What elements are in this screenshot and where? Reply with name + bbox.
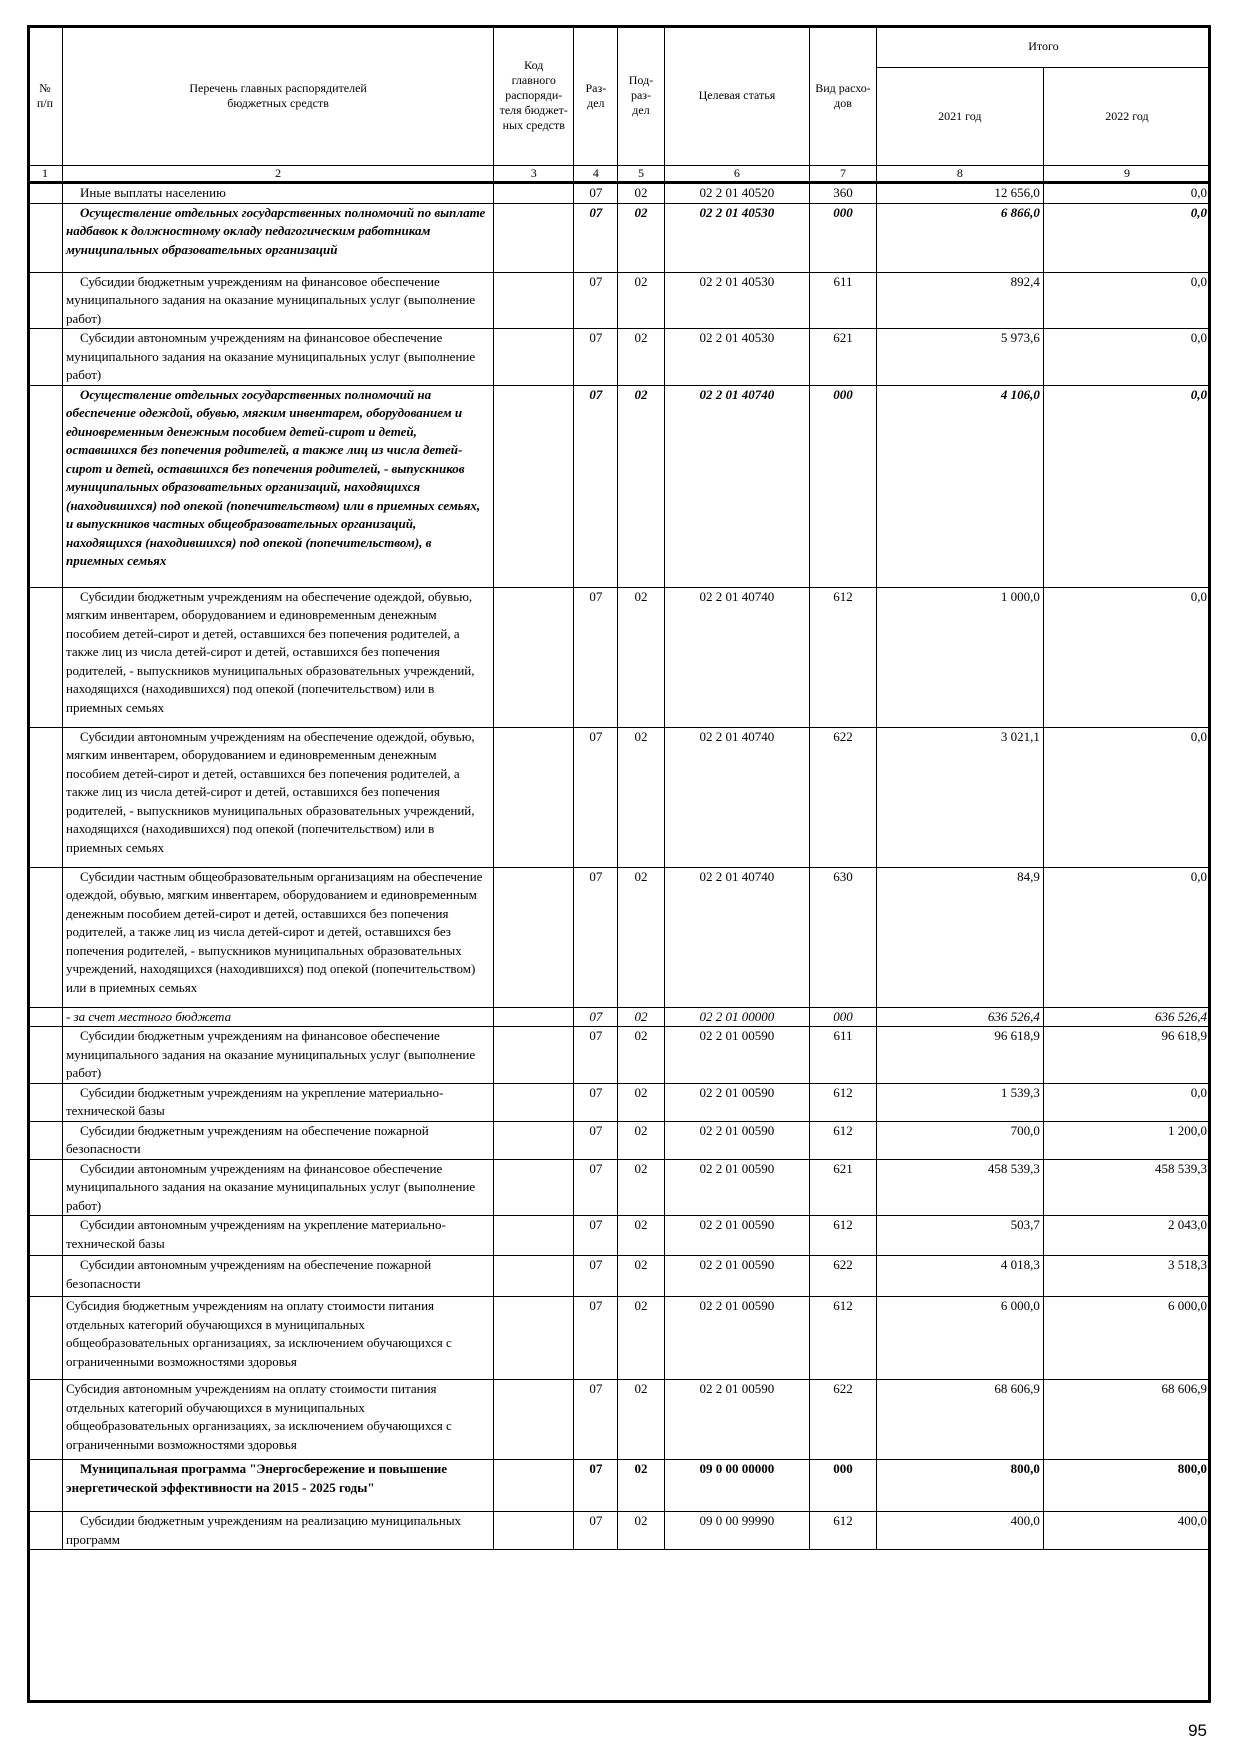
table-row	[28, 183, 1211, 204]
vid-cell: 360	[810, 183, 877, 204]
razdel-cell: 07	[574, 1027, 618, 1084]
vid-cell: 612	[810, 1297, 877, 1380]
header-code: Код главного распоряди- теля бюджет- ных средств	[494, 26, 574, 166]
value-2021-cell: 6 000,0	[876, 1297, 1043, 1380]
razdel-cell: 07	[574, 1083, 618, 1121]
podrazdel-cell: 02	[618, 1083, 664, 1121]
table-row	[28, 1460, 1211, 1512]
num-cell	[28, 1297, 63, 1380]
podrazdel-cell: 02	[618, 1159, 664, 1216]
vid-cell: 621	[810, 329, 877, 386]
code-cell	[494, 587, 574, 727]
column-number: 1	[28, 166, 63, 183]
razdel-cell: 07	[574, 272, 618, 329]
name-cell: Субсидии автономным учреждениям на обеспечение одеждой, обувью, мягким инвентарем, оборудованием и единовременным денежным пособием детей-сирот и детей, оставшихся без попечения родителей, а также лиц из числа детей-сирот и детей, оставшихся без попечения родителей, - выпускников муниципальных образовательных учреждений, находящихся (находившихся) под опекой (попечительством) или в приемных семьях	[62, 727, 493, 867]
code-cell	[494, 203, 574, 272]
header-podrazdel: Под- раз- дел	[618, 26, 664, 166]
value-2021-cell: 4 106,0	[876, 385, 1043, 587]
value-2022-cell: 0,0	[1043, 587, 1210, 727]
vid-cell: 621	[810, 1159, 877, 1216]
podrazdel-cell: 02	[618, 1121, 664, 1159]
code-cell	[494, 272, 574, 329]
vid-cell: 622	[810, 1380, 877, 1460]
table-row	[28, 329, 1211, 386]
budget-table	[27, 25, 1211, 1550]
podrazdel-cell: 02	[618, 1256, 664, 1297]
value-2021-cell: 12 656,0	[876, 183, 1043, 204]
podrazdel-cell: 02	[618, 1216, 664, 1256]
target-cell: 02 2 01 40530	[664, 203, 810, 272]
name-cell: Осуществление отдельных государственных полномочий по выплате надбавок к должностному окладу педагогическим работникам муниципальных образовательных организаций	[62, 203, 493, 272]
table-row	[28, 1512, 1211, 1550]
vid-cell: 612	[810, 587, 877, 727]
target-cell: 02 2 01 00000	[664, 1007, 810, 1027]
value-2021-cell: 84,9	[876, 867, 1043, 1007]
name-cell: Субсидии бюджетным учреждениям на укрепление материально-технической базы	[62, 1083, 493, 1121]
code-cell	[494, 385, 574, 587]
table-row	[28, 1380, 1211, 1460]
razdel-cell: 07	[574, 1380, 618, 1460]
name-cell: Субсидии автономным учреждениям на финансовое обеспечение муниципального задания на оказание муниципальных услуг (выполнение работ)	[62, 1159, 493, 1216]
name-cell: Субсидии автономным учреждениям на финансовое обеспечение муниципального задания на оказание муниципальных услуг (выполнение работ)	[62, 329, 493, 386]
code-cell	[494, 1256, 574, 1297]
code-cell	[494, 183, 574, 204]
value-2021-cell: 892,4	[876, 272, 1043, 329]
value-2021-cell: 700,0	[876, 1121, 1043, 1159]
num-cell	[28, 1512, 63, 1550]
header-num: № п/п	[28, 26, 63, 166]
num-cell	[28, 1216, 63, 1256]
razdel-cell: 07	[574, 183, 618, 204]
razdel-cell: 07	[574, 1159, 618, 1216]
name-cell: Субсидия бюджетным учреждениям на оплату стоимости питания отдельных категорий обучающихся в муниципальных общеобразовательных организациях, за исключением обучающихся с ограниченными возможностями здоровья	[62, 1297, 493, 1380]
num-cell	[28, 1121, 63, 1159]
podrazdel-cell: 02	[618, 1460, 664, 1512]
num-cell	[28, 1460, 63, 1512]
target-cell: 02 2 01 00590	[664, 1216, 810, 1256]
target-cell: 09 0 00 00000	[664, 1460, 810, 1512]
value-2022-cell: 0,0	[1043, 1083, 1210, 1121]
header-vid: Вид расхо- дов	[810, 26, 877, 166]
name-cell: Субсидия автономным учреждениям на оплату стоимости питания отдельных категорий обучающихся в муниципальных общеобразовательных организациях, за исключением обучающихся с ограниченными возможностями здоровья	[62, 1380, 493, 1460]
table-row	[28, 587, 1211, 727]
target-cell: 02 2 01 00590	[664, 1083, 810, 1121]
code-cell	[494, 727, 574, 867]
table-row	[28, 727, 1211, 867]
code-cell	[494, 1216, 574, 1256]
value-2021-cell: 800,0	[876, 1460, 1043, 1512]
vid-cell: 000	[810, 1007, 877, 1027]
value-2022-cell: 636 526,4	[1043, 1007, 1210, 1027]
header-name: Перечень главных распорядителей бюджетных средств	[62, 26, 493, 166]
value-2021-cell: 503,7	[876, 1216, 1043, 1256]
podrazdel-cell: 02	[618, 587, 664, 727]
column-number: 6	[664, 166, 810, 183]
podrazdel-cell: 02	[618, 1007, 664, 1027]
value-2022-cell: 0,0	[1043, 727, 1210, 867]
target-cell: 02 2 01 00590	[664, 1027, 810, 1084]
num-cell	[28, 727, 63, 867]
name-cell: Субсидии бюджетным учреждениям на обеспечение пожарной безопасности	[62, 1121, 493, 1159]
value-2022-cell: 400,0	[1043, 1512, 1210, 1550]
vid-cell: 000	[810, 385, 877, 587]
code-cell	[494, 1007, 574, 1027]
vid-cell: 612	[810, 1083, 877, 1121]
podrazdel-cell: 02	[618, 272, 664, 329]
podrazdel-cell: 02	[618, 1297, 664, 1380]
value-2022-cell: 0,0	[1043, 183, 1210, 204]
name-cell: Субсидии частным общеобразовательным организациям на обеспечение одеждой, обувью, мягким инвентарем, оборудованием и единовременным денежным пособием детей-сирот и детей, оставшихся без попечения родителей, а также лиц из числа детей-сирот и детей, оставшихся без попечения родителей, - выпускников муниципальных образовательных учреждений, находящихся (находившихся) под опекой (попечительством) или в приемных семьях	[62, 867, 493, 1007]
column-number: 9	[1043, 166, 1210, 183]
value-2021-cell: 1 539,3	[876, 1083, 1043, 1121]
target-cell: 02 2 01 00590	[664, 1256, 810, 1297]
code-cell	[494, 1121, 574, 1159]
value-2022-cell: 0,0	[1043, 385, 1210, 587]
value-2021-cell: 458 539,3	[876, 1159, 1043, 1216]
vid-cell: 611	[810, 272, 877, 329]
num-cell	[28, 329, 63, 386]
num-cell	[28, 1007, 63, 1027]
column-number: 3	[494, 166, 574, 183]
value-2022-cell: 68 606,9	[1043, 1380, 1210, 1460]
num-cell	[28, 272, 63, 329]
column-numbers-row	[28, 166, 1211, 183]
vid-cell: 612	[810, 1216, 877, 1256]
podrazdel-cell: 02	[618, 1380, 664, 1460]
num-cell	[28, 1083, 63, 1121]
value-2022-cell: 0,0	[1043, 329, 1210, 386]
vid-cell: 622	[810, 1256, 877, 1297]
header-year-2022: 2022 год	[1043, 68, 1210, 166]
value-2022-cell: 3 518,3	[1043, 1256, 1210, 1297]
num-cell	[28, 867, 63, 1007]
vid-cell: 622	[810, 727, 877, 867]
code-cell	[494, 329, 574, 386]
table-body	[28, 183, 1211, 1550]
podrazdel-cell: 02	[618, 727, 664, 867]
podrazdel-cell: 02	[618, 183, 664, 204]
razdel-cell: 07	[574, 1256, 618, 1297]
value-2022-cell: 6 000,0	[1043, 1297, 1210, 1380]
value-2021-cell: 1 000,0	[876, 587, 1043, 727]
razdel-cell: 07	[574, 385, 618, 587]
code-cell	[494, 1027, 574, 1084]
target-cell: 02 2 01 40740	[664, 385, 810, 587]
code-cell	[494, 1512, 574, 1550]
num-cell	[28, 1380, 63, 1460]
value-2021-cell: 5 973,6	[876, 329, 1043, 386]
code-cell	[494, 1159, 574, 1216]
header-razdel: Раз- дел	[574, 26, 618, 166]
razdel-cell: 07	[574, 203, 618, 272]
code-cell	[494, 1460, 574, 1512]
target-cell: 02 2 01 40530	[664, 272, 810, 329]
num-cell	[28, 385, 63, 587]
code-cell	[494, 1380, 574, 1460]
page-number: 95	[1188, 1721, 1207, 1740]
name-cell: Субсидии автономным учреждениям на обеспечение пожарной безопасности	[62, 1256, 493, 1297]
table-row	[28, 1216, 1211, 1256]
num-cell	[28, 1159, 63, 1216]
target-cell: 02 2 01 40520	[664, 183, 810, 204]
table-row	[28, 203, 1211, 272]
name-cell: Субсидии бюджетным учреждениям на финансовое обеспечение муниципального задания на оказание муниципальных услуг (выполнение работ)	[62, 272, 493, 329]
table-row	[28, 385, 1211, 587]
table-row	[28, 1007, 1211, 1027]
target-cell: 02 2 01 40740	[664, 867, 810, 1007]
target-cell: 02 2 01 00590	[664, 1380, 810, 1460]
table-header	[28, 26, 1211, 183]
num-cell	[28, 203, 63, 272]
razdel-cell: 07	[574, 329, 618, 386]
header-year-2021: 2021 год	[876, 68, 1043, 166]
vid-cell: 612	[810, 1121, 877, 1159]
value-2022-cell: 0,0	[1043, 272, 1210, 329]
vid-cell: 000	[810, 203, 877, 272]
header-target: Целевая статья	[664, 26, 810, 166]
podrazdel-cell: 02	[618, 867, 664, 1007]
name-cell: Субсидии бюджетным учреждениям на обеспечение одеждой, обувью, мягким инвентарем, оборудованием и единовременным денежным пособием детей-сирот и детей, оставшихся без попечения родителей, а также лиц из числа детей-сирот и детей, оставшихся без попечения родителей, - выпускников муниципальных образовательных учреждений, находящихся (находившихся) под опекой (попечительством) или в приемных семьях	[62, 587, 493, 727]
value-2022-cell: 2 043,0	[1043, 1216, 1210, 1256]
table-row	[28, 1121, 1211, 1159]
budget-table-sheet	[27, 25, 1211, 1550]
vid-cell: 611	[810, 1027, 877, 1084]
podrazdel-cell: 02	[618, 1027, 664, 1084]
vid-cell: 000	[810, 1460, 877, 1512]
num-cell	[28, 183, 63, 204]
target-cell: 02 2 01 00590	[664, 1159, 810, 1216]
vid-cell: 612	[810, 1512, 877, 1550]
value-2022-cell: 0,0	[1043, 203, 1210, 272]
column-number: 7	[810, 166, 877, 183]
value-2021-cell: 6 866,0	[876, 203, 1043, 272]
column-number: 8	[876, 166, 1043, 183]
target-cell: 02 2 01 40740	[664, 587, 810, 727]
podrazdel-cell: 02	[618, 329, 664, 386]
column-number: 4	[574, 166, 618, 183]
target-cell: 09 0 00 99990	[664, 1512, 810, 1550]
podrazdel-cell: 02	[618, 1512, 664, 1550]
table-row	[28, 1083, 1211, 1121]
razdel-cell: 07	[574, 1460, 618, 1512]
table-row	[28, 1256, 1211, 1297]
value-2021-cell: 3 021,1	[876, 727, 1043, 867]
table-row	[28, 867, 1211, 1007]
podrazdel-cell: 02	[618, 203, 664, 272]
value-2021-cell: 4 018,3	[876, 1256, 1043, 1297]
name-cell: Субсидии автономным учреждениям на укрепление материально-технической базы	[62, 1216, 493, 1256]
num-cell	[28, 587, 63, 727]
code-cell	[494, 1297, 574, 1380]
razdel-cell: 07	[574, 727, 618, 867]
table-row	[28, 1297, 1211, 1380]
razdel-cell: 07	[574, 1121, 618, 1159]
target-cell: 02 2 01 00590	[664, 1297, 810, 1380]
value-2021-cell: 636 526,4	[876, 1007, 1043, 1027]
num-cell	[28, 1256, 63, 1297]
column-number: 2	[62, 166, 493, 183]
podrazdel-cell: 02	[618, 385, 664, 587]
name-cell: - за счет местного бюджета	[62, 1007, 493, 1027]
name-cell: Иные выплаты населению	[62, 183, 493, 204]
value-2021-cell: 96 618,9	[876, 1027, 1043, 1084]
target-cell: 02 2 01 40530	[664, 329, 810, 386]
value-2022-cell: 1 200,0	[1043, 1121, 1210, 1159]
code-cell	[494, 1083, 574, 1121]
value-2021-cell: 400,0	[876, 1512, 1043, 1550]
razdel-cell: 07	[574, 1512, 618, 1550]
value-2022-cell: 458 539,3	[1043, 1159, 1210, 1216]
target-cell: 02 2 01 40740	[664, 727, 810, 867]
table-row	[28, 272, 1211, 329]
razdel-cell: 07	[574, 587, 618, 727]
razdel-cell: 07	[574, 1216, 618, 1256]
value-2022-cell: 800,0	[1043, 1460, 1210, 1512]
razdel-cell: 07	[574, 1297, 618, 1380]
value-2021-cell: 68 606,9	[876, 1380, 1043, 1460]
name-cell: Субсидии бюджетным учреждениям на финансовое обеспечение муниципального задания на оказание муниципальных услуг (выполнение работ)	[62, 1027, 493, 1084]
value-2022-cell: 0,0	[1043, 867, 1210, 1007]
razdel-cell: 07	[574, 867, 618, 1007]
value-2022-cell: 96 618,9	[1043, 1027, 1210, 1084]
target-cell: 02 2 01 00590	[664, 1121, 810, 1159]
column-number: 5	[618, 166, 664, 183]
razdel-cell: 07	[574, 1007, 618, 1027]
name-cell: Субсидии бюджетным учреждениям на реализацию муниципальных программ	[62, 1512, 493, 1550]
table-row	[28, 1159, 1211, 1216]
name-cell: Осуществление отдельных государственных полномочий на обеспечение одеждой, обувью, мягким инвентарем, оборудованием и единовременным денежным пособием детей-сирот и детей, оставшихся без попечения родителей, а также лиц из числа детей-сирот и детей, оставшихся без попечения родителей, - выпускников муниципальных образовательных организаций, находящихся (находившихся) под опекой (попечительством) или в приемных семьях, и выпускников частных общеобразовательных организаций, находящихся (находившихся) под опекой (попечительством), в приемных семьях	[62, 385, 493, 587]
vid-cell: 630	[810, 867, 877, 1007]
table-row	[28, 1027, 1211, 1084]
num-cell	[28, 1027, 63, 1084]
code-cell	[494, 867, 574, 1007]
header-itogo: Итого	[876, 26, 1210, 68]
name-cell: Муниципальная программа "Энергосбережение и повышение энергетической эффективности на 2015 - 2025 годы"	[62, 1460, 493, 1512]
